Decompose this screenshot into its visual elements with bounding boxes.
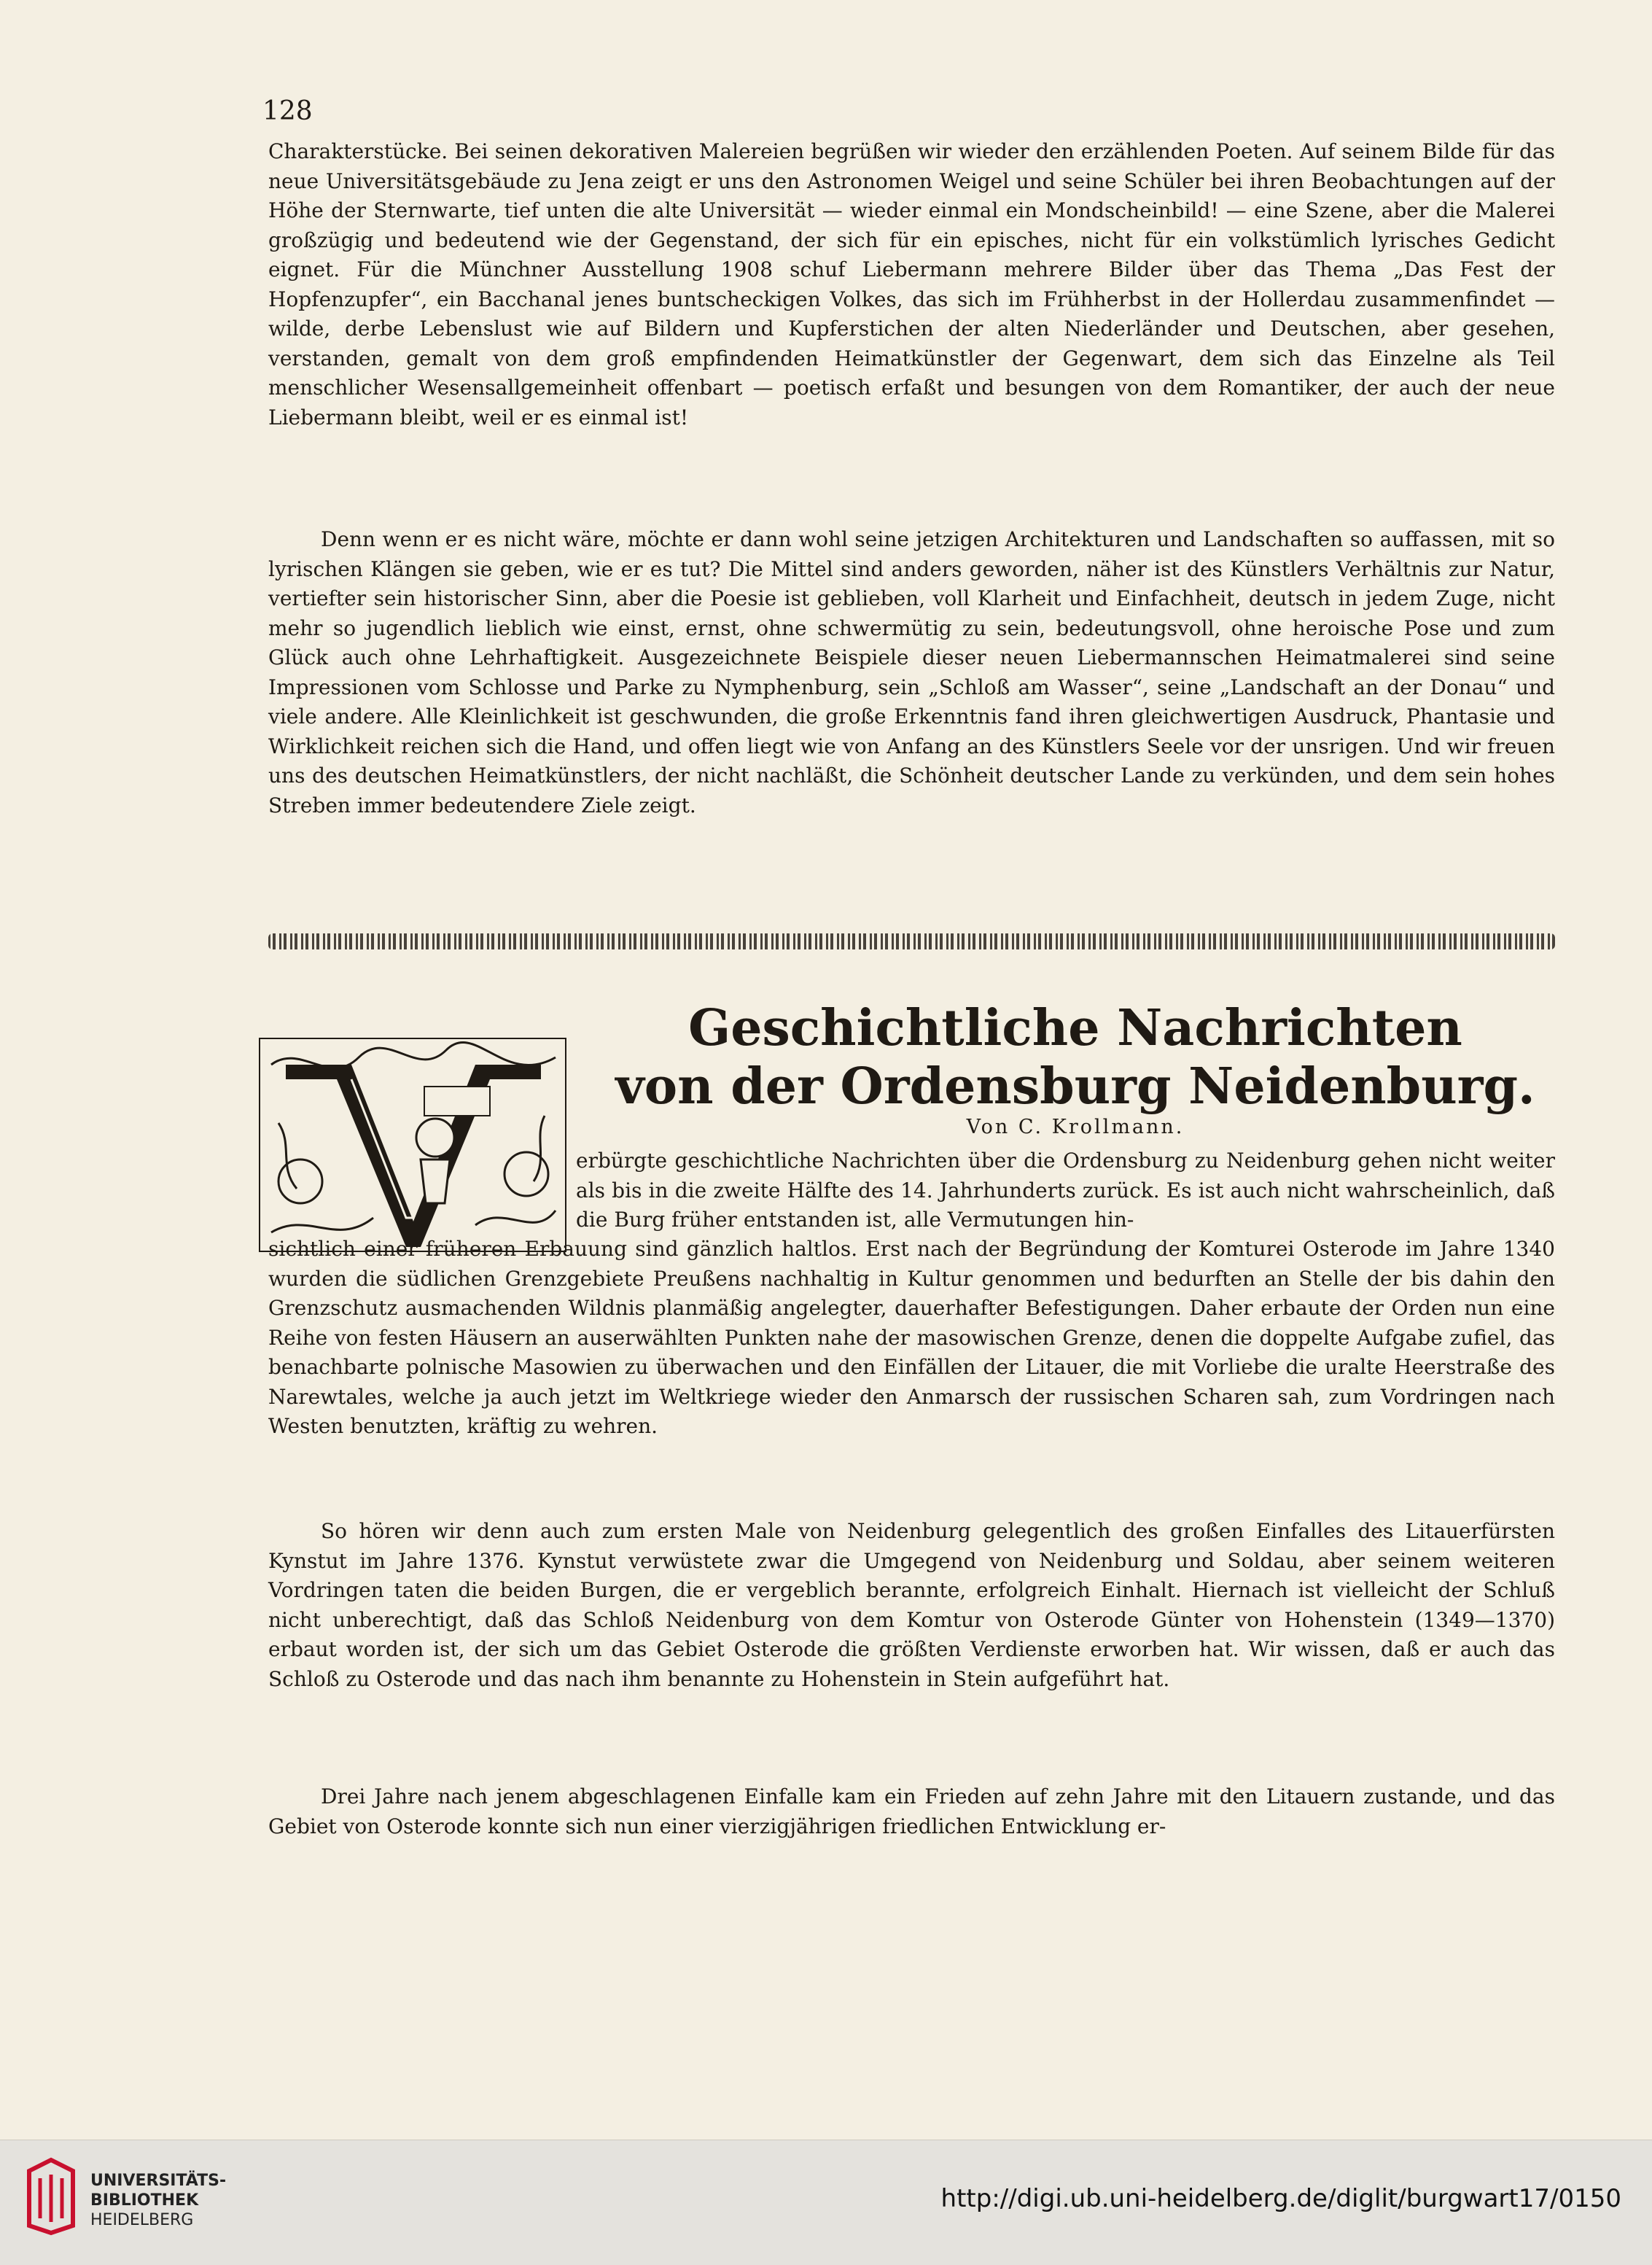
page-number: 128 — [262, 96, 313, 126]
paragraph-opening: erbürgte geschichtliche Nachrichten über die Ordensburg zu Neidenburg gehen nicht weiter als bis in die zweite Hälfte des 14. Jahrhunderts zurück. Es ist auch nicht wahrscheinlich, daß die Burg früher entstanden ist, alle Vermutungen hin- — [576, 1149, 1555, 1232]
paragraph: So hören wir denn auch zum ersten Male von Neidenburg gelegentlich des großen Einfalles des Litauerfürsten Kynstut im Jahre 1376. Kynstut verwüstete zwar die Umgegend von Neidenburg und Soldau, aber seinem weiteren Vordringen taten die beiden Burgen, die er vergeblich berannte, erfolgreich Einhalt. Hiernach ist vielleicht der Schluß nicht unberechtigt, daß das Schloß Neidenburg von dem Komtur von Osterode Günter von Hohenstein (1349—1370) erbaut worden ist, der sich um das Gebiet Osterode die größten Verdienste erworben hat. Wir wissen, daß er auch das Schloß zu Osterode und das nach ihm benannte zu Hohenstein in Stein aufgeführt hat. — [268, 1519, 1555, 1691]
ornamental-initial-v-icon — [257, 1036, 569, 1254]
article-title-line: von der Ordensburg Neidenburg. — [615, 1057, 1535, 1116]
byline: Von C. Krollmann. — [966, 1116, 1185, 1138]
footer-bar — [0, 2140, 1652, 2265]
paragraph: sichtlich einer früheren Erbauung sind gänzlich haltlos. Erst nach der Begründung der Komturei Osterode im Jahre 1340 wurden die südlichen Grenzgebiete Preußens nachhaltig in Kultur genommen und bedurften an Stelle der bis dahin den Grenzschutz ausmachenden Wildnis planmäßig angelegter, dauerhafter Befestigungen. Daher erbaute der Orden nun eine Reihe von festen Häusern an auserwählten Punkten nahe der masowischen Grenze, denen die doppelte Aufgabe zufiel, das benachbarte polnische Masowien zu überwachen und den Einfällen der Litauer, die mit Vorliebe die uralte Heerstraße des Narewtales, welche ja auch jetzt im Weltkriege wieder den Anmarsch der russischen Scharen sah, zum Vordringen nach Westen benutzten, kräftig zu wehren. — [268, 1237, 1555, 1438]
ornamental-divider — [268, 933, 1555, 949]
heidelberg-library-logo-icon — [22, 2156, 80, 2237]
article-title — [583, 999, 1567, 1116]
library-name-line: BIBLIOTHEK — [90, 2191, 199, 2210]
paragraph: Drei Jahre nach jenem abgeschlagenen Einfalle kam ein Frieden auf zehn Jahre mit den Litauern zustande, und das Gebiet von Osterode konnte sich nun einer vierzigjährigen friedlichen Entwicklung er- — [268, 1784, 1555, 1838]
paragraph: Charakterstücke. Bei seinen dekorativen Malereien begrüßen wir wieder den erzählenden Poeten. Auf seinem Bilde für das neue Universitätsgebäude zu Jena zeigt er uns den Astronomen Weigel und seine Schüler bei ihren Beobachtungen auf der Höhe der Sternwarte, tief unten die alte Universität — wieder einmal ein Mondscheinbild! — eine Szene, aber die Malerei großzügig und bedeutend wie der Gegenstand, der sich für ein episches, nicht für ein volkstümlich lyrisches Gedicht eignet. Für die Münchner Ausstellung 1908 schuf Liebermann mehrere Bilder über das Thema „Das Fest der Hopfenzupfer“, ein Bacchanal jenes buntscheckigen Volkes, das sich im Frühherbst in der Hollerdau zusammenfindet — wilde, derbe Lebenslust wie auf Bildern und Kupferstichen der alten Niederländer und Deutschen, aber gesehen, verstanden, gemalt von dem groß empfindenden Heimatkünstler der Gegenwart, dem sich das Einzelne als Teil menschlicher Wesensallgemeinheit offenbart — poetisch erfaßt und besungen von dem Romantiker, der auch der neue Liebermann bleibt, weil er es einmal ist! — [268, 139, 1555, 430]
library-name-line: UNIVERSITÄTS- — [90, 2172, 227, 2190]
permalink-url[interactable]: http://digi.ub.uni-heidelberg.de/diglit/burgwart17/0150 — [940, 2184, 1621, 2213]
library-name-line: HEIDELBERG — [90, 2211, 194, 2229]
paragraph: Denn wenn er es nicht wäre, möchte er dann wohl seine jetzigen Architekturen und Landschaften so auffassen, mit so lyrischen Klängen sie geben, wie er es tut? Die Mittel sind anders geworden, näher ist des Künstlers Verhältnis zur Natur, vertiefter sein historischer Sinn, aber die Poesie ist geblieben, voll Klarheit und Einfachheit, deutsch in jedem Zuge, nicht mehr so jugendlich lieblich wie einst, ernst, ohne schwermütig zu sein, bedeutungsvoll, ohne heroische Pose und zum Glück auch ohne Lehrhaftigkeit. Ausgezeichnete Beispiele dieser neuen Liebermannschen Heimatmalerei sind seine Impressionen vom Schlosse und Parke zu Nymphenburg, sein „Schloß am Wasser“, seine „Landschaft an der Donau“ und viele andere. Alle Kleinlichkeit ist geschwunden, die große Erkenntnis fand ihren gleichwertigen Ausdruck, Phantasie und Wirklichkeit reichen sich die Hand, und offen liegt wie von Anfang an des Künstlers Seele vor der unsrigen. Und wir freuen uns des deutschen Heimatkünstlers, der nicht nachläßt, die Schönheit deutscher Lande zu verkünden, und dem sein hohes Streben immer bedeutendere Ziele zeigt. — [268, 527, 1555, 817]
library-name — [90, 2171, 226, 2230]
article-title-line: Geschichtliche Nachrichten — [688, 999, 1462, 1057]
